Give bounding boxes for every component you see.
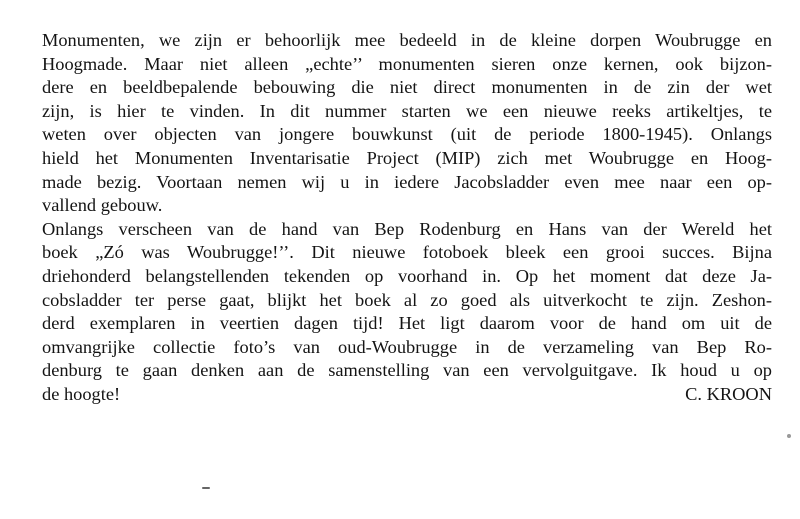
scan-speck — [787, 434, 791, 438]
text-line: hield het Monumenten Inventarisatie Project (MIP) zich met Woubrugge en Hoog- — [42, 147, 772, 168]
author-signature: C. KROON — [685, 383, 772, 404]
article-text — [42, 29, 772, 407]
text-line: vallend gebouw. — [42, 195, 163, 216]
closing-line — [42, 383, 772, 407]
text-line: Onlangs verscheen van de hand van Bep Rodenburg en Hans van der Wereld het — [42, 218, 772, 239]
text-line: omvangrijke collectie foto’s van oud-Woubrugge in de verzameling van Bep Ro- — [42, 336, 772, 357]
text-line: weten over objecten van jongere bouwkunst (uit de periode 1800-1945). Onlangs — [42, 124, 772, 145]
closing-text: de hoogte! — [42, 383, 121, 404]
text-line: boek „Zó was Woubrugge!’’. Dit nieuwe fotoboek bleek een grooi succes. Bijna — [42, 242, 772, 263]
text-line: derd exemplaren in veertien dagen tijd! Het ligt daarom voor de hand om uit de — [42, 313, 772, 334]
text-line: Hoogmade. Maar niet alleen „echte’’ monumenten sieren onze kernen, ook bijzon- — [42, 53, 772, 74]
text-line: dere en beeldbepalende bebouwing die niet direct monumenten in de zin der wet — [42, 77, 772, 98]
text-line: Monumenten, we zijn er behoorlijk mee bedeeld in de kleine dorpen Woubrugge en — [42, 30, 772, 50]
scan-speck — [202, 487, 210, 489]
text-line: driehonderd belangstellenden tekenden op voorhand in. Op het moment dat deze Ja- — [42, 265, 772, 286]
text-line: zijn, is hier te vinden. In dit nummer starten we een nieuwe reeks artikeltjes, te — [42, 100, 772, 121]
text-line: cobsladder ter perse gaat, blijkt het boek al zo goed als uitverkocht te zijn. Zeshon- — [42, 289, 772, 310]
text-line: made bezig. Voortaan nemen wij u in iedere Jacobsladder even mee naar een op- — [42, 171, 772, 192]
text-line: denburg te gaan denken aan de samenstelling van een vervolguitgave. Ik houd u op — [42, 360, 772, 381]
